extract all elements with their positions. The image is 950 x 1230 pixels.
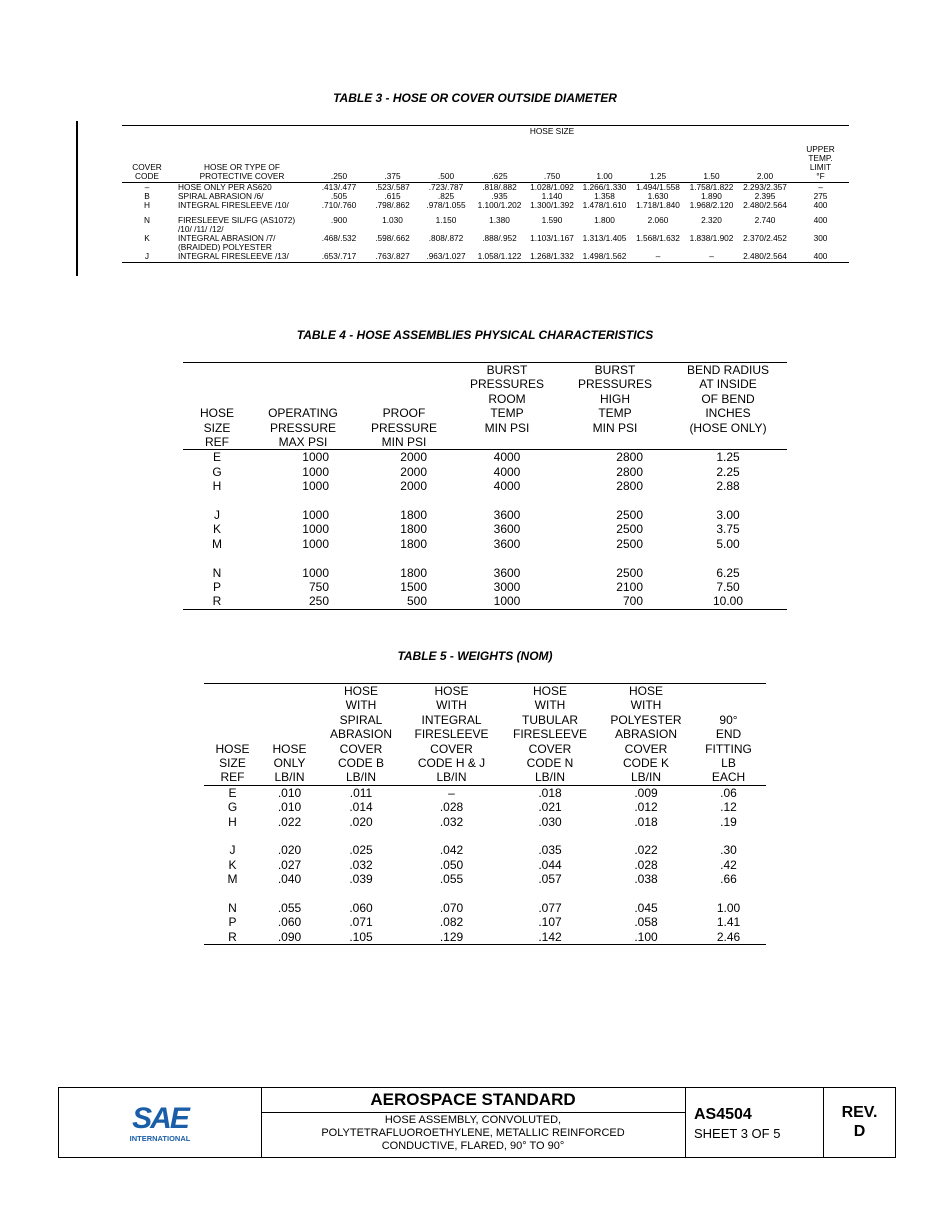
table-cell: 3.75 bbox=[716, 522, 740, 537]
logo-subtext: INTERNATIONAL bbox=[129, 1134, 191, 1143]
table-cell: N bbox=[212, 565, 222, 580]
header-line: CODE K bbox=[622, 756, 669, 771]
table-cell: 2100 bbox=[616, 580, 643, 595]
table-cell: .021 bbox=[538, 800, 562, 815]
size-header: 2.00 bbox=[738, 136, 792, 183]
header-line: LB bbox=[721, 756, 736, 771]
header-line bbox=[263, 698, 316, 712]
table-cell: 2500 bbox=[616, 565, 643, 580]
size-header: .625 bbox=[473, 136, 526, 183]
header-line: LB/IN bbox=[274, 770, 305, 785]
header-line bbox=[693, 684, 764, 698]
table-cell: .060 bbox=[277, 915, 302, 930]
table-row bbox=[183, 479, 787, 493]
table-cell: 3600 bbox=[493, 565, 521, 580]
table-cell: .105 bbox=[318, 930, 404, 945]
table-cell: .038 bbox=[634, 872, 658, 887]
standard-title: AEROSPACE STANDARD bbox=[261, 1088, 685, 1113]
header-line: HOSE bbox=[272, 741, 307, 756]
header-line: REF bbox=[205, 435, 229, 450]
table-cell: .050 bbox=[439, 857, 464, 872]
document-number: AS4504 bbox=[694, 1106, 752, 1123]
header-line: FITTING bbox=[705, 741, 752, 756]
sae-logo-icon bbox=[127, 1100, 193, 1144]
cover-code-header: COVER CODE bbox=[122, 136, 172, 183]
header-line: OPERATING bbox=[268, 406, 338, 421]
table-cell: .082 bbox=[439, 915, 464, 930]
revision-value: D bbox=[853, 1123, 866, 1140]
table-row bbox=[204, 915, 766, 929]
table-cell: 2800 bbox=[616, 479, 643, 494]
header-line: BURST bbox=[486, 363, 528, 377]
table-cell: .055 bbox=[277, 901, 302, 916]
table-cell: 2800 bbox=[616, 464, 643, 479]
document-number-area bbox=[686, 1088, 824, 1157]
table-cell: 3000 bbox=[493, 580, 521, 595]
table-cell: 7.50 bbox=[716, 580, 740, 595]
table-cell: .039 bbox=[349, 872, 373, 887]
header-line: AT INSIDE bbox=[699, 377, 757, 392]
header-line: HOSE bbox=[215, 741, 250, 756]
table-cell: .19 bbox=[720, 814, 737, 829]
table-row bbox=[183, 450, 787, 465]
header-line: CODE H & J bbox=[417, 756, 486, 771]
table-row bbox=[204, 930, 766, 945]
size-header: .750 bbox=[526, 136, 578, 183]
header-line: COVER bbox=[528, 741, 572, 756]
header-line: BEND RADIUS bbox=[686, 363, 769, 377]
header-line: COVER bbox=[430, 741, 473, 756]
header-line: HOSE bbox=[532, 684, 567, 698]
table-cell: 1800 bbox=[400, 522, 427, 537]
header-line bbox=[357, 377, 451, 391]
header-line: 90° bbox=[719, 712, 738, 727]
column-header bbox=[251, 363, 355, 450]
header-line: COVER bbox=[339, 741, 383, 756]
header-line: TEMP bbox=[598, 406, 632, 421]
header-line: HOSE bbox=[199, 406, 234, 421]
table-cell: P bbox=[228, 915, 237, 930]
table-cell: 700 bbox=[561, 594, 669, 609]
table-cell: .30 bbox=[720, 843, 737, 858]
table3 bbox=[122, 125, 849, 263]
table-cell: H bbox=[228, 814, 237, 829]
header-line bbox=[357, 392, 451, 406]
table-cell: .12 bbox=[720, 800, 737, 815]
table-cell: 1000 bbox=[302, 479, 329, 494]
table-row bbox=[183, 551, 787, 580]
table-row bbox=[204, 800, 766, 814]
table-cell: 1000 bbox=[302, 508, 329, 523]
size-header: 1.00 bbox=[578, 136, 631, 183]
header-line: HOSE bbox=[628, 684, 663, 698]
table5 bbox=[204, 683, 766, 945]
table-cell: 1.41 bbox=[716, 915, 741, 930]
table-row bbox=[204, 872, 766, 886]
table-cell: .011 bbox=[349, 785, 373, 800]
table-cell: .045 bbox=[634, 901, 658, 916]
table-cell: 1800 bbox=[400, 508, 427, 523]
table-cell: .035 bbox=[538, 843, 562, 858]
size-header: 1.25 bbox=[631, 136, 685, 183]
header-line: MAX PSI bbox=[278, 435, 328, 450]
table-row bbox=[183, 522, 787, 536]
table-cell: .020 bbox=[349, 814, 373, 829]
table-cell: 500 bbox=[355, 594, 453, 609]
header-line: EACH bbox=[711, 770, 746, 785]
header-line bbox=[253, 392, 353, 406]
table-cell: 1500 bbox=[400, 580, 427, 595]
table-row bbox=[183, 494, 787, 523]
table-cell: 6.25 bbox=[716, 565, 740, 580]
table-cell: .055 bbox=[439, 872, 464, 887]
header-line: LB/IN bbox=[630, 770, 661, 785]
table-cell: .032 bbox=[349, 857, 373, 872]
header-line: SIZE bbox=[219, 756, 246, 771]
header-line bbox=[206, 698, 259, 712]
table-row: N FIRESLEEVE SIL/FG (AS1072) /10/ /11/ /12/ .900 1.030 1.150 1.380 1.590 1.800 2.060 2.320 2.740 400 bbox=[144, 215, 828, 234]
table-cell: 2000 bbox=[400, 464, 427, 479]
table-cell: .044 bbox=[538, 857, 562, 872]
table-cell: .070 bbox=[439, 901, 464, 916]
table-cell: 250 bbox=[251, 594, 355, 609]
header-line bbox=[263, 684, 316, 698]
title-block bbox=[58, 1087, 896, 1158]
table-cell: 1800 bbox=[400, 536, 427, 551]
table-cell: .027 bbox=[277, 857, 302, 872]
header-line: REF bbox=[220, 770, 245, 785]
table-row: B SPIRAL ABRASION /6/ .505 .615 .825 .935 1.140 1.358 1.630 1.890 2.395 275 bbox=[144, 191, 828, 201]
table-cell: J bbox=[214, 508, 220, 523]
table-cell: P bbox=[212, 580, 221, 595]
revision-bar bbox=[76, 121, 78, 276]
sheet-number: SHEET 3 OF 5 bbox=[694, 1126, 781, 1141]
table-cell: 1.25 bbox=[716, 450, 740, 465]
header-line: END bbox=[715, 727, 742, 742]
table-cell: 1000 bbox=[302, 450, 329, 465]
header-line: ONLY bbox=[273, 756, 306, 771]
table-cell: .020 bbox=[277, 843, 302, 858]
header-line: WITH bbox=[630, 698, 662, 713]
table-cell: G bbox=[212, 464, 222, 479]
upper-temp-header: UPPER TEMP. LIMIT °F bbox=[792, 136, 849, 183]
table-cell: 3600 bbox=[493, 536, 521, 551]
table-cell: 2800 bbox=[616, 450, 643, 465]
header-line bbox=[563, 435, 667, 449]
header-line: LB/IN bbox=[436, 770, 467, 785]
hose-size-header: HOSE SIZE bbox=[312, 126, 792, 137]
header-line bbox=[671, 435, 785, 449]
header-line bbox=[185, 392, 249, 406]
table-cell: N bbox=[228, 901, 237, 916]
header-line: ROOM bbox=[488, 391, 526, 406]
table-cell: .018 bbox=[634, 814, 658, 829]
table-cell: – bbox=[448, 785, 455, 800]
header-line: PRESSURE bbox=[269, 420, 337, 435]
table-cell: .077 bbox=[538, 901, 562, 916]
table-cell: 1.00 bbox=[716, 901, 741, 916]
table4-title: TABLE 4 - HOSE ASSEMBLIES PHYSICAL CHARACTERISTICS bbox=[296, 328, 654, 342]
table-cell: K bbox=[228, 857, 237, 872]
header-line: ABRASION bbox=[329, 727, 392, 742]
table-cell: .010 bbox=[277, 800, 302, 815]
table-cell: 1000 bbox=[302, 522, 329, 537]
table-cell: .06 bbox=[720, 785, 737, 800]
column-header bbox=[669, 363, 787, 450]
table-cell: G bbox=[227, 800, 238, 815]
table-cell: 5.00 bbox=[716, 536, 740, 551]
header-line: ABRASION bbox=[614, 727, 677, 742]
table-cell: .057 bbox=[538, 872, 562, 887]
table-cell: .100 bbox=[601, 930, 691, 945]
table-cell: R bbox=[183, 594, 251, 609]
header-line: PRESSURE bbox=[370, 420, 438, 435]
table-cell: 4000 bbox=[493, 464, 521, 479]
table-row bbox=[183, 594, 787, 609]
table-cell: 4000 bbox=[493, 450, 521, 465]
header-line: TEMP bbox=[490, 406, 524, 421]
header-line: PRESSURES bbox=[469, 377, 545, 392]
table-row: H INTEGRAL FIRESLEEVE /10/ .710/.760 .798/.862 .978/1.055 1.100/1.202 1.300/1.392 1.478/1.610 1.718/1.840 1.968/2.120 2.480/2.564 400 bbox=[144, 200, 828, 210]
table-cell: .142 bbox=[499, 930, 601, 945]
table-cell: M bbox=[227, 872, 238, 887]
table-cell: .060 bbox=[349, 901, 373, 916]
table-cell: E bbox=[228, 785, 237, 800]
table-row: K INTEGRAL ABRASION /7/ (BRAIDED) POLYESTER .468/.532 .598/.662 .808/.872 .888/.952 1.103/1.167 1.313/1.405 1.568/1.632 1.838/1.902 2.370/2.452 300 bbox=[144, 233, 828, 252]
table-cell: .090 bbox=[261, 930, 318, 945]
column-header bbox=[318, 684, 404, 786]
table-cell: 3.00 bbox=[716, 508, 740, 523]
table-cell: .022 bbox=[634, 843, 658, 858]
table-cell: .058 bbox=[634, 915, 658, 930]
table-row bbox=[204, 785, 766, 800]
header-line: OF BEND bbox=[701, 391, 755, 406]
header-line: MIN PSI bbox=[592, 420, 638, 435]
table-cell: 2500 bbox=[616, 508, 643, 523]
table-cell: .030 bbox=[538, 814, 562, 829]
header-line: PROOF bbox=[382, 406, 426, 421]
table-row bbox=[204, 829, 766, 858]
logo-area bbox=[59, 1088, 262, 1157]
table-cell: .040 bbox=[277, 872, 302, 887]
header-line bbox=[693, 698, 764, 712]
table4 bbox=[183, 362, 787, 610]
header-line bbox=[253, 363, 353, 377]
header-line bbox=[357, 363, 451, 377]
column-header bbox=[499, 684, 601, 786]
header-line: HIGH bbox=[600, 391, 630, 406]
table-cell: .129 bbox=[404, 930, 499, 945]
table-cell: .022 bbox=[277, 814, 302, 829]
table-cell: J bbox=[229, 843, 236, 858]
header-line: (HOSE ONLY) bbox=[689, 420, 767, 435]
header-line: SIZE bbox=[203, 420, 231, 435]
table-cell: M bbox=[212, 536, 222, 551]
table-row bbox=[183, 537, 787, 551]
table3-title: TABLE 3 - HOSE OR COVER OUTSIDE DIAMETER bbox=[333, 91, 617, 105]
table-cell: H bbox=[212, 479, 222, 494]
header-line: CODE N bbox=[526, 756, 574, 771]
table-row: – HOSE ONLY PER AS620 .413/.477 .523/.587 .723/.787 .818/.882 1.028/1.092 1.266/1.330 1.494/1.558 1.758/1.822 2.293/2.357 – bbox=[144, 182, 823, 192]
table-cell: K bbox=[212, 522, 221, 537]
header-line: LB/IN bbox=[345, 770, 376, 785]
table-cell: 1800 bbox=[400, 565, 427, 580]
title-area bbox=[261, 1088, 686, 1157]
table-cell: 2.46 bbox=[691, 930, 766, 945]
table-cell: 1000 bbox=[453, 594, 561, 609]
table-row bbox=[204, 887, 766, 916]
table-row bbox=[204, 815, 766, 829]
table-cell: E bbox=[212, 450, 221, 465]
header-line bbox=[263, 713, 316, 727]
revision-label: REV. bbox=[841, 1104, 878, 1121]
table-row bbox=[183, 580, 787, 594]
column-header bbox=[691, 684, 766, 786]
header-line: INTEGRAL bbox=[421, 712, 482, 727]
column-header bbox=[261, 684, 318, 786]
table-cell: .025 bbox=[349, 843, 373, 858]
table-cell: 3600 bbox=[493, 508, 521, 523]
header-line: POLYESTER bbox=[610, 712, 682, 727]
table-cell: 1000 bbox=[302, 536, 329, 551]
header-line: WITH bbox=[345, 698, 377, 713]
column-header bbox=[404, 684, 499, 786]
column-header bbox=[601, 684, 691, 786]
header-line bbox=[455, 435, 559, 449]
table-cell: .010 bbox=[277, 785, 302, 800]
table-cell: 10.00 bbox=[669, 594, 787, 609]
table-row bbox=[204, 858, 766, 872]
header-line: MIN PSI bbox=[484, 420, 530, 435]
header-line: PRESSURES bbox=[577, 377, 653, 392]
header-line bbox=[206, 727, 259, 741]
table-cell: 1000 bbox=[302, 464, 329, 479]
header-line bbox=[206, 684, 259, 698]
table-cell: .66 bbox=[720, 872, 737, 887]
table-cell: .042 bbox=[439, 843, 464, 858]
table-cell: 2000 bbox=[400, 479, 427, 494]
table-cell: .014 bbox=[349, 800, 373, 815]
table-cell: 3600 bbox=[493, 522, 521, 537]
table-cell: .018 bbox=[538, 785, 562, 800]
column-header bbox=[453, 363, 561, 450]
column-header bbox=[183, 363, 251, 450]
table-cell: .032 bbox=[439, 814, 464, 829]
table-cell: 2.88 bbox=[716, 479, 740, 494]
header-line: COVER bbox=[624, 741, 668, 756]
column-header bbox=[561, 363, 669, 450]
table-row: J INTEGRAL FIRESLEEVE /13/ .653/.717 .763/.827 .963/1.027 1.058/1.122 1.268/1.332 1.498/1.562 – – 2.480/2.564 400 bbox=[122, 252, 849, 263]
table5-title: TABLE 5 - WEIGHTS (NOM) bbox=[397, 649, 553, 663]
table-cell: .028 bbox=[439, 800, 464, 815]
header-line: CODE B bbox=[337, 756, 384, 771]
table-cell: .42 bbox=[720, 857, 737, 872]
revision-area bbox=[824, 1088, 895, 1157]
header-line: FIRESLEEVE bbox=[512, 727, 588, 742]
table-cell: 750 bbox=[308, 580, 329, 595]
table-cell: 2.25 bbox=[716, 464, 740, 479]
size-header: .500 bbox=[419, 136, 473, 183]
document-description: HOSE ASSEMBLY, CONVOLUTED, POLYTETRAFLUOROETHYLENE, METALLIC REINFORCED CONDUCTIVE, FLARED, 90° TO 90° bbox=[321, 1114, 625, 1152]
size-header: .375 bbox=[366, 136, 419, 183]
size-header: .250 bbox=[312, 136, 366, 183]
table-cell: .071 bbox=[349, 915, 373, 930]
header-line: INCHES bbox=[705, 406, 751, 421]
column-header bbox=[204, 684, 261, 786]
header-line: HOSE bbox=[343, 684, 378, 698]
header-line: LB/IN bbox=[534, 770, 565, 785]
table-cell: 2000 bbox=[400, 450, 427, 465]
header-line: WITH bbox=[534, 698, 566, 713]
header-line bbox=[185, 377, 249, 391]
table-cell: 2500 bbox=[616, 522, 643, 537]
header-line bbox=[185, 363, 249, 377]
header-line: MIN PSI bbox=[381, 435, 427, 450]
header-line bbox=[253, 377, 353, 391]
table-cell: .009 bbox=[634, 785, 658, 800]
header-line: WITH bbox=[436, 698, 467, 713]
table-cell: 4000 bbox=[493, 479, 521, 494]
table-cell: .028 bbox=[634, 857, 658, 872]
header-line bbox=[206, 713, 259, 727]
table-cell: R bbox=[204, 930, 261, 945]
header-line: SPIRAL bbox=[339, 712, 383, 727]
header-line: HOSE bbox=[434, 684, 469, 698]
column-header bbox=[355, 363, 453, 450]
table-cell: .107 bbox=[538, 915, 562, 930]
table-row bbox=[183, 465, 787, 479]
header-line: FIRESLEEVE bbox=[414, 727, 489, 742]
size-header: 1.50 bbox=[685, 136, 738, 183]
header-line bbox=[263, 727, 316, 741]
hose-type-header: HOSE OR TYPE OF PROTECTIVE COVER bbox=[172, 136, 312, 183]
table-cell: 1000 bbox=[302, 565, 329, 580]
table-cell: .012 bbox=[634, 800, 658, 815]
logo-text: SAE bbox=[132, 1102, 188, 1135]
table-cell: 2500 bbox=[616, 536, 643, 551]
header-line: TUBULAR bbox=[521, 712, 578, 727]
header-line: BURST bbox=[594, 363, 636, 377]
